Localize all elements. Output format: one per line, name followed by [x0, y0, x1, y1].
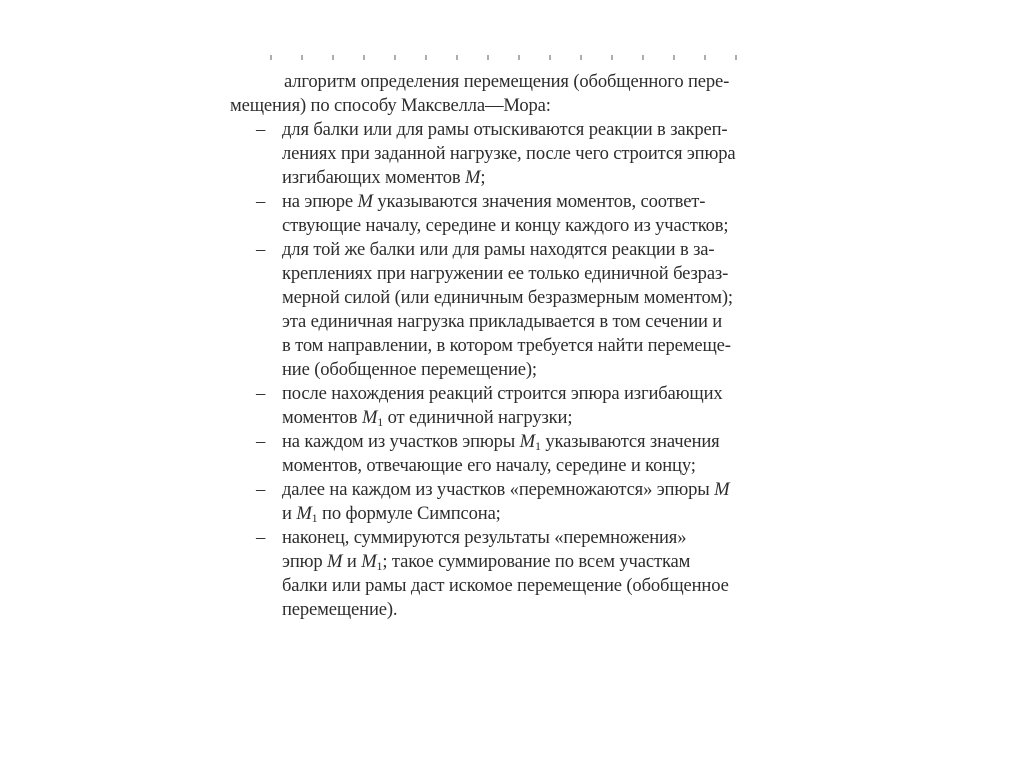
text-line: ние (обобщенное перемещение);: [282, 359, 537, 380]
text-fragment: от единичной нагрузки;: [383, 407, 573, 428]
math-subscript: 1: [376, 559, 383, 573]
list-dash: –: [256, 119, 266, 140]
math-symbol: M: [327, 551, 343, 572]
text-line: креплениях при нагружении ее только единичной безраз-: [282, 263, 729, 284]
math-symbol: M: [464, 167, 481, 188]
math-symbol: M: [519, 431, 535, 452]
text-line: ствующие началу, середине и концу каждого из участков;: [282, 215, 729, 236]
text-fragment: указываются значения моментов, соответ-: [372, 191, 706, 212]
text-line: [282, 166, 485, 190]
text-fragment: эпюр: [282, 551, 328, 572]
math-symbol: M: [714, 479, 730, 500]
text-line: мерной силой (или единичным безразмерным моментом);: [282, 287, 733, 308]
text-fragment: на каждом из участков эпюры: [282, 431, 520, 452]
math-symbol: M: [296, 503, 312, 524]
text-line: после нахождения реакций строится эпюра изгибающих: [282, 383, 723, 404]
text-line: мещения) по способу Максвелла—Мора:: [230, 95, 551, 116]
text-fragment: моментов: [282, 407, 362, 428]
text-fragment: указываются значения: [540, 431, 720, 452]
text-line: перемещение).: [282, 599, 398, 620]
text-fragment: изгибающих моментов: [282, 167, 465, 188]
text-line: моментов, отвечающие его началу, середине и концу;: [282, 455, 696, 476]
list-dash: –: [256, 431, 266, 452]
text-line: для балки или для рамы отыскиваются реакции в закреп-: [282, 119, 728, 140]
text-line: алгоритм определения перемещения (обобщенного пере-: [284, 71, 730, 92]
text-line: балки или рамы даст искомое перемещение (обобщенное: [282, 575, 729, 596]
text-line: в том направлении, в котором требуется найти перемеще-: [282, 335, 731, 356]
text-line: наконец, суммируются результаты «перемножения»: [282, 527, 687, 548]
text-line: лениях при заданной нагрузке, после чего строится эпюра: [282, 143, 736, 164]
list-dash: –: [256, 527, 266, 548]
text-fragment: далее на каждом из участков «перемножаются» эпюры: [282, 479, 715, 500]
text-line: для той же балки или для рамы находятся реакции в за-: [282, 239, 715, 260]
math-subscript: 1: [311, 511, 318, 525]
text-fragment: и: [282, 503, 297, 524]
list-dash: –: [256, 479, 266, 500]
math-symbol: M: [357, 191, 373, 212]
text-fragment: по формуле Симпсона;: [317, 503, 501, 524]
math-subscript: 1: [534, 439, 541, 453]
cut-off-top-line: [270, 50, 790, 60]
list-dash: –: [256, 191, 266, 212]
math-subscript: 1: [377, 415, 384, 429]
document-page: [230, 44, 808, 684]
text-line: эта единичная нагрузка прикладывается в том сечении и: [282, 311, 723, 332]
text-line: [282, 190, 705, 214]
list-dash: –: [256, 239, 266, 260]
text-fragment: и: [342, 551, 362, 572]
text-fragment: на эпюре: [282, 191, 358, 212]
text-line: [282, 478, 729, 502]
math-symbol: M: [361, 551, 377, 572]
text-fragment: ;: [480, 167, 486, 188]
math-symbol: M: [361, 407, 378, 428]
text-fragment: ; такое суммирование по всем участкам: [382, 551, 691, 572]
list-dash: –: [256, 383, 266, 404]
